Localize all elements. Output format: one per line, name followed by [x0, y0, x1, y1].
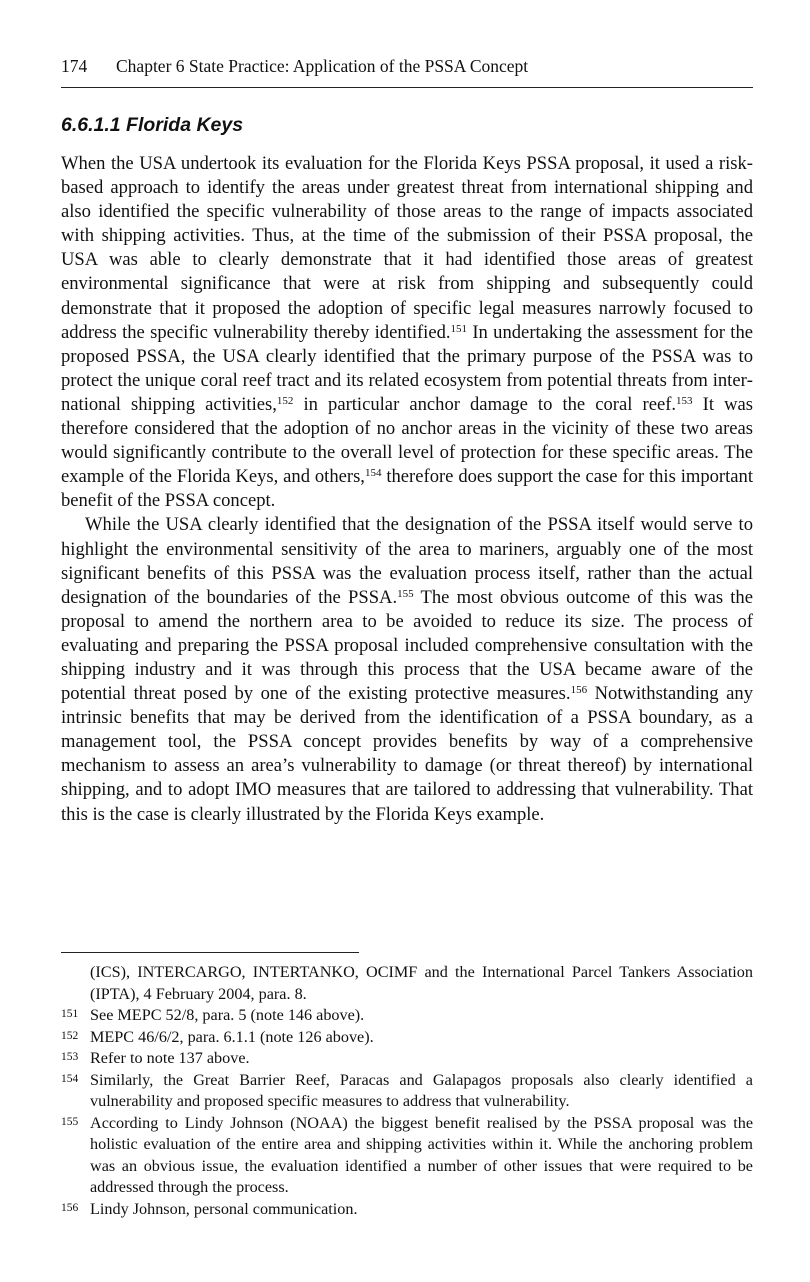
- footnote-continuation-text: (ICS), INTERCARGO, INTERTANKO, OCIMF and the International Parcel Tankers Association (IPTA), 4 February 2004, para. 8.: [90, 963, 753, 1003]
- footnote-ref-156: 156: [570, 684, 588, 697]
- section-heading: 6.6.1.1 Florida Keys: [61, 114, 244, 136]
- footnote-ref-154: 154: [364, 467, 382, 480]
- running-header: [61, 54, 753, 88]
- page-number: 174: [61, 56, 88, 76]
- footnote-number: 151: [61, 1008, 79, 1020]
- paragraph-1-text-2: In undertaking the assessment for the proposed PSSA, the USA clearly identified that the primary purpose of the PSSA was to protect the unique coral reef tract and its related ecosystem from potential threats from international shipping activities,: [61, 321, 753, 415]
- footnote-156: [61, 1199, 753, 1221]
- footnote-number: 154: [61, 1072, 79, 1085]
- footnote-continuation: [61, 962, 753, 1005]
- footnote-ref-152: 152: [276, 394, 294, 407]
- paragraph-2: [61, 513, 753, 826]
- footnote-text: MEPC 46/6/2, para. 6.1.1 (note 126 above).: [90, 1027, 374, 1046]
- paragraph-1-text-4: It was therefore considered that the adoption of no anchor areas in the vicinity of these two areas would significantly contribute to the overall level of protection for these specific areas. The example of the Florida Keys, and others,: [61, 393, 753, 488]
- footnote-ref-151: 151: [450, 322, 468, 335]
- footnote-ref-155: 155: [397, 587, 414, 600]
- footnote-ref-153: 153: [676, 394, 693, 407]
- footnote-number: 156: [61, 1201, 79, 1214]
- body-text: [61, 152, 753, 827]
- footnote-153: [61, 1048, 753, 1070]
- paragraph-1: [61, 152, 753, 513]
- footnote-text: Similarly, the Great Barrier Reef, Paracas and Galapagos proposals also clearly identified a vulnerability and proposed specific measures to address that vulnerability.: [90, 1070, 753, 1110]
- paragraph-2-text-2: The most obvious outcome of this was the proposal to amend the northern area to be avoided to reduce its size. The process of evaluating and preparing the PSSA proposal included comprehensive consultation with the shipping industry and it was through this process that the USA became aware of the potential threat posed by one of the existing protective measures.: [61, 586, 753, 705]
- footnote-text: Lindy Johnson, personal communication.: [90, 1199, 358, 1218]
- paragraph-2-text-3: Notwithstanding any intrinsic benefits that may be derived from the identification of a PSSA boundary, as a management tool, the PSSA concept provides benefits by way of a comprehensive mechanism to assess an area’s vulnerability to damage (or threat thereof) by international shipping, and to adopt IMO measures that are tailored to addressing that vulnerability. That this is the case is clearly illustrated by the Florida Keys example.: [61, 683, 753, 825]
- footnote-151: [61, 1005, 753, 1027]
- footnote-number: 153: [61, 1051, 79, 1063]
- footnote-number: 152: [61, 1029, 79, 1042]
- footnote-155: [61, 1113, 753, 1199]
- footnote-text: According to Lindy Johnson (NOAA) the biggest benefit realised by the PSSA proposal was the holistic evaluation of the entire area and shipping activities within it. While the anchoring problem was an obvious issue, the evaluation identified a number of other issues that were required to be addressed through the process.: [90, 1113, 753, 1196]
- paragraph-1-text-5: therefore does support the case for this important benefit of the PSSA concept.: [61, 466, 753, 512]
- footnote-number: 155: [61, 1115, 79, 1128]
- footnote-text: Refer to note 137 above.: [90, 1049, 250, 1067]
- paragraph-1-text-3: in particular anchor damage to the coral reef.: [293, 393, 677, 415]
- running-title: Chapter 6 State Practice: Application of the PSSA Concept: [116, 56, 529, 76]
- footnote-154: [61, 1070, 753, 1113]
- footnote-divider: [61, 952, 359, 953]
- footnote-152: [61, 1027, 753, 1049]
- footnotes: [61, 962, 753, 1220]
- footnote-text: See MEPC 52/8, para. 5 (note 146 above).: [90, 1006, 365, 1024]
- paragraph-2-text-1: While the USA clearly identified that the designation of the PSSA itself would serve to highlight the environmental sensitivity of the area to mariners, arguably one of the most significant benefits of this PSSA was the evaluation process itself, rather than the actual designation of the boundaries of the PSSA.: [61, 514, 753, 608]
- paragraph-1-text-1: When the USA undertook its evaluation for the Florida Keys PSSA proposal, it used a risk-based approach to identify the areas under greatest threat from international shipping and also identified the specific vulnerability of those areas to the range of impacts associated with shipping activities. Thus, at the time of the submission of their PSSA proposal, the USA was able to clearly demonstrate that it had identified those areas of greatest environmental significance that were at risk from shipping and subsequently could demonstrate that it proposed the adoption of specific legal measures narrowly focused to address the specific vulnerability thereby identified.: [61, 153, 753, 343]
